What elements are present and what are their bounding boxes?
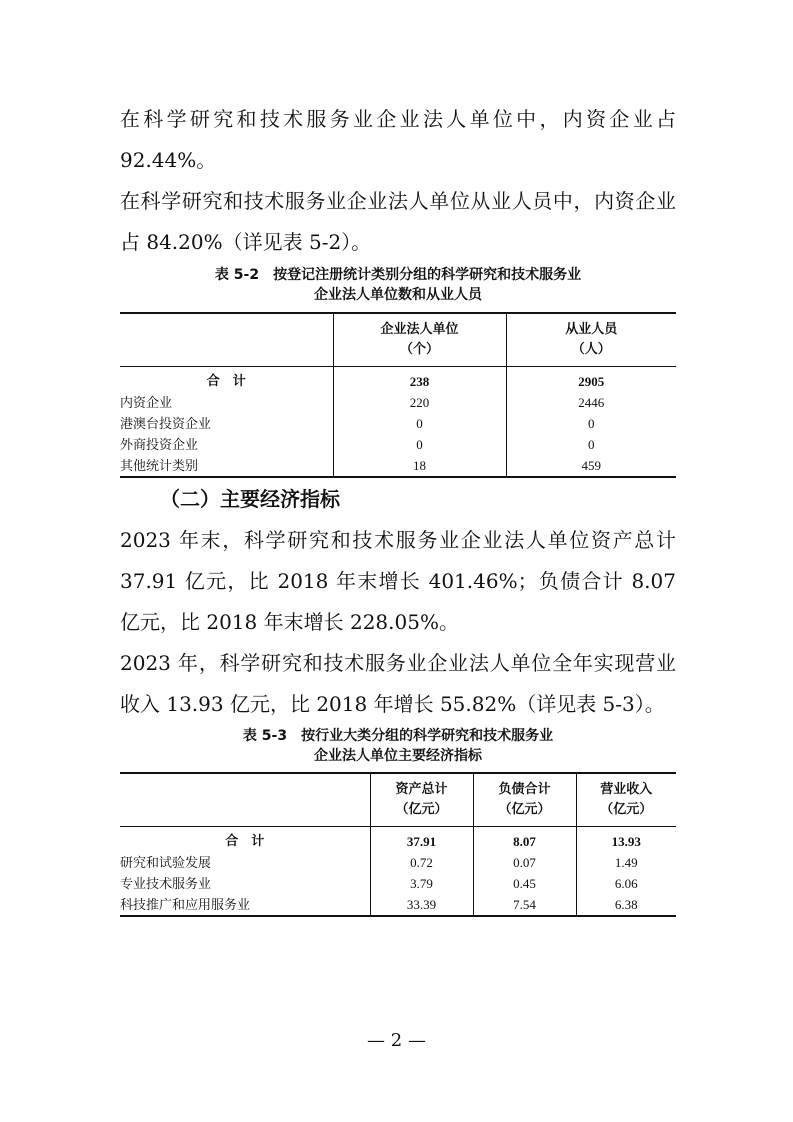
header-revenue-unit: （亿元）	[600, 802, 653, 817]
paragraph-revenue: 2023 年，科学研究和技术服务业企业法人单位全年实现营业收入 13.93 亿元，比 2018 年增长 55.82%（详见表 5-3）。	[120, 651, 676, 716]
table-row	[120, 434, 676, 455]
row-label: 港澳台投资企业	[120, 413, 333, 434]
cell-value: 0.72	[370, 852, 473, 873]
cell-value: 2446	[578, 395, 605, 410]
cell-value: 0	[333, 413, 506, 434]
row-label: 内资企业	[120, 392, 333, 413]
header-revenue-label: 营业收入	[600, 782, 653, 797]
cell-value: 37.91	[370, 827, 473, 853]
row-label: 专业技术服务业	[120, 873, 370, 894]
table-header-blank	[120, 313, 333, 367]
header-units-label: 企业法人单位	[380, 322, 459, 337]
cell-value: 0	[588, 437, 595, 452]
table-5-2-caption	[120, 265, 676, 305]
table-5-3-caption	[120, 726, 676, 766]
cell-value: 3.79	[370, 873, 473, 894]
header-assets-label: 资产总计	[395, 782, 448, 797]
row-label: 合 计	[120, 827, 370, 853]
cell-value: 2905	[578, 374, 605, 389]
table-5-2-caption-line2: 企业法人单位数和从业人员	[314, 287, 482, 303]
table-5-2	[120, 312, 676, 478]
table-5-3-caption-line1: 表 5-3 按行业大类分组的科学研究和技术服务业	[242, 728, 554, 744]
table-header-liabilities	[473, 773, 576, 827]
cell-value: 238	[333, 367, 506, 393]
table-5-2-caption-line1: 表 5-2 按登记注册统计类别分组的科学研究和技术服务业	[214, 267, 582, 283]
cell-value: 8.07	[473, 827, 576, 853]
cell-value: 6.06	[614, 876, 638, 891]
table-row	[120, 894, 676, 916]
table-header-revenue	[576, 773, 676, 827]
section-heading: （二）主要经济指标	[160, 487, 340, 511]
header-liabilities-unit: （亿元）	[498, 802, 551, 817]
cell-value: 7.54	[473, 894, 576, 916]
table-5-3	[120, 772, 676, 917]
cell-value: 0	[588, 416, 595, 431]
table-header-row	[120, 313, 676, 367]
row-label: 外商投资企业	[120, 434, 333, 455]
table-row	[120, 367, 676, 393]
row-label: 其他统计类别	[120, 455, 333, 477]
table-header-assets	[370, 773, 473, 827]
table-row	[120, 455, 676, 477]
table-row	[120, 852, 676, 873]
table-header-row	[120, 773, 676, 827]
table-row	[120, 873, 676, 894]
table-row	[120, 392, 676, 413]
row-label: 科技推广和应用服务业	[120, 894, 370, 916]
header-liabilities-label: 负债合计	[498, 782, 551, 797]
page-number: — 2 —	[367, 1030, 426, 1051]
cell-value: 33.39	[370, 894, 473, 916]
row-label: 合 计	[120, 367, 333, 393]
header-employees-label: 从业人员	[565, 322, 618, 337]
paragraph-assets-liabilities: 2023 年末，科学研究和技术服务业企业法人单位资产总计 37.91 亿元，比 2018 年末增长 401.46%；负债合计 8.07 亿元，比 2018 年末增长 228.05%。	[120, 528, 676, 634]
table-row	[120, 827, 676, 853]
table-header-units	[333, 313, 506, 367]
cell-value: 220	[333, 392, 506, 413]
paragraph-employee-share: 在科学研究和技术服务业企业法人单位从业人员中，内资企业占 84.20%（详见表 5-2）。	[120, 189, 676, 254]
table-5-3-caption-line2: 企业法人单位主要经济指标	[314, 748, 482, 764]
cell-value: 6.38	[614, 897, 638, 912]
table-header-employees	[506, 313, 676, 367]
cell-value: 0	[333, 434, 506, 455]
paragraph-domestic-share: 在科学研究和技术服务业企业法人单位中，内资企业占92.44%。	[120, 107, 676, 172]
cell-value: 1.49	[614, 855, 638, 870]
header-employees-unit: （人）	[571, 342, 611, 357]
table-row	[120, 413, 676, 434]
cell-value: 459	[581, 458, 601, 473]
row-label: 研究和试验发展	[120, 852, 370, 873]
header-assets-unit: （亿元）	[395, 802, 448, 817]
cell-value: 0.45	[473, 873, 576, 894]
cell-value: 13.93	[611, 834, 641, 849]
cell-value: 18	[333, 455, 506, 477]
header-units-unit: （个）	[399, 342, 439, 357]
table-header-blank	[120, 773, 370, 827]
cell-value: 0.07	[473, 852, 576, 873]
